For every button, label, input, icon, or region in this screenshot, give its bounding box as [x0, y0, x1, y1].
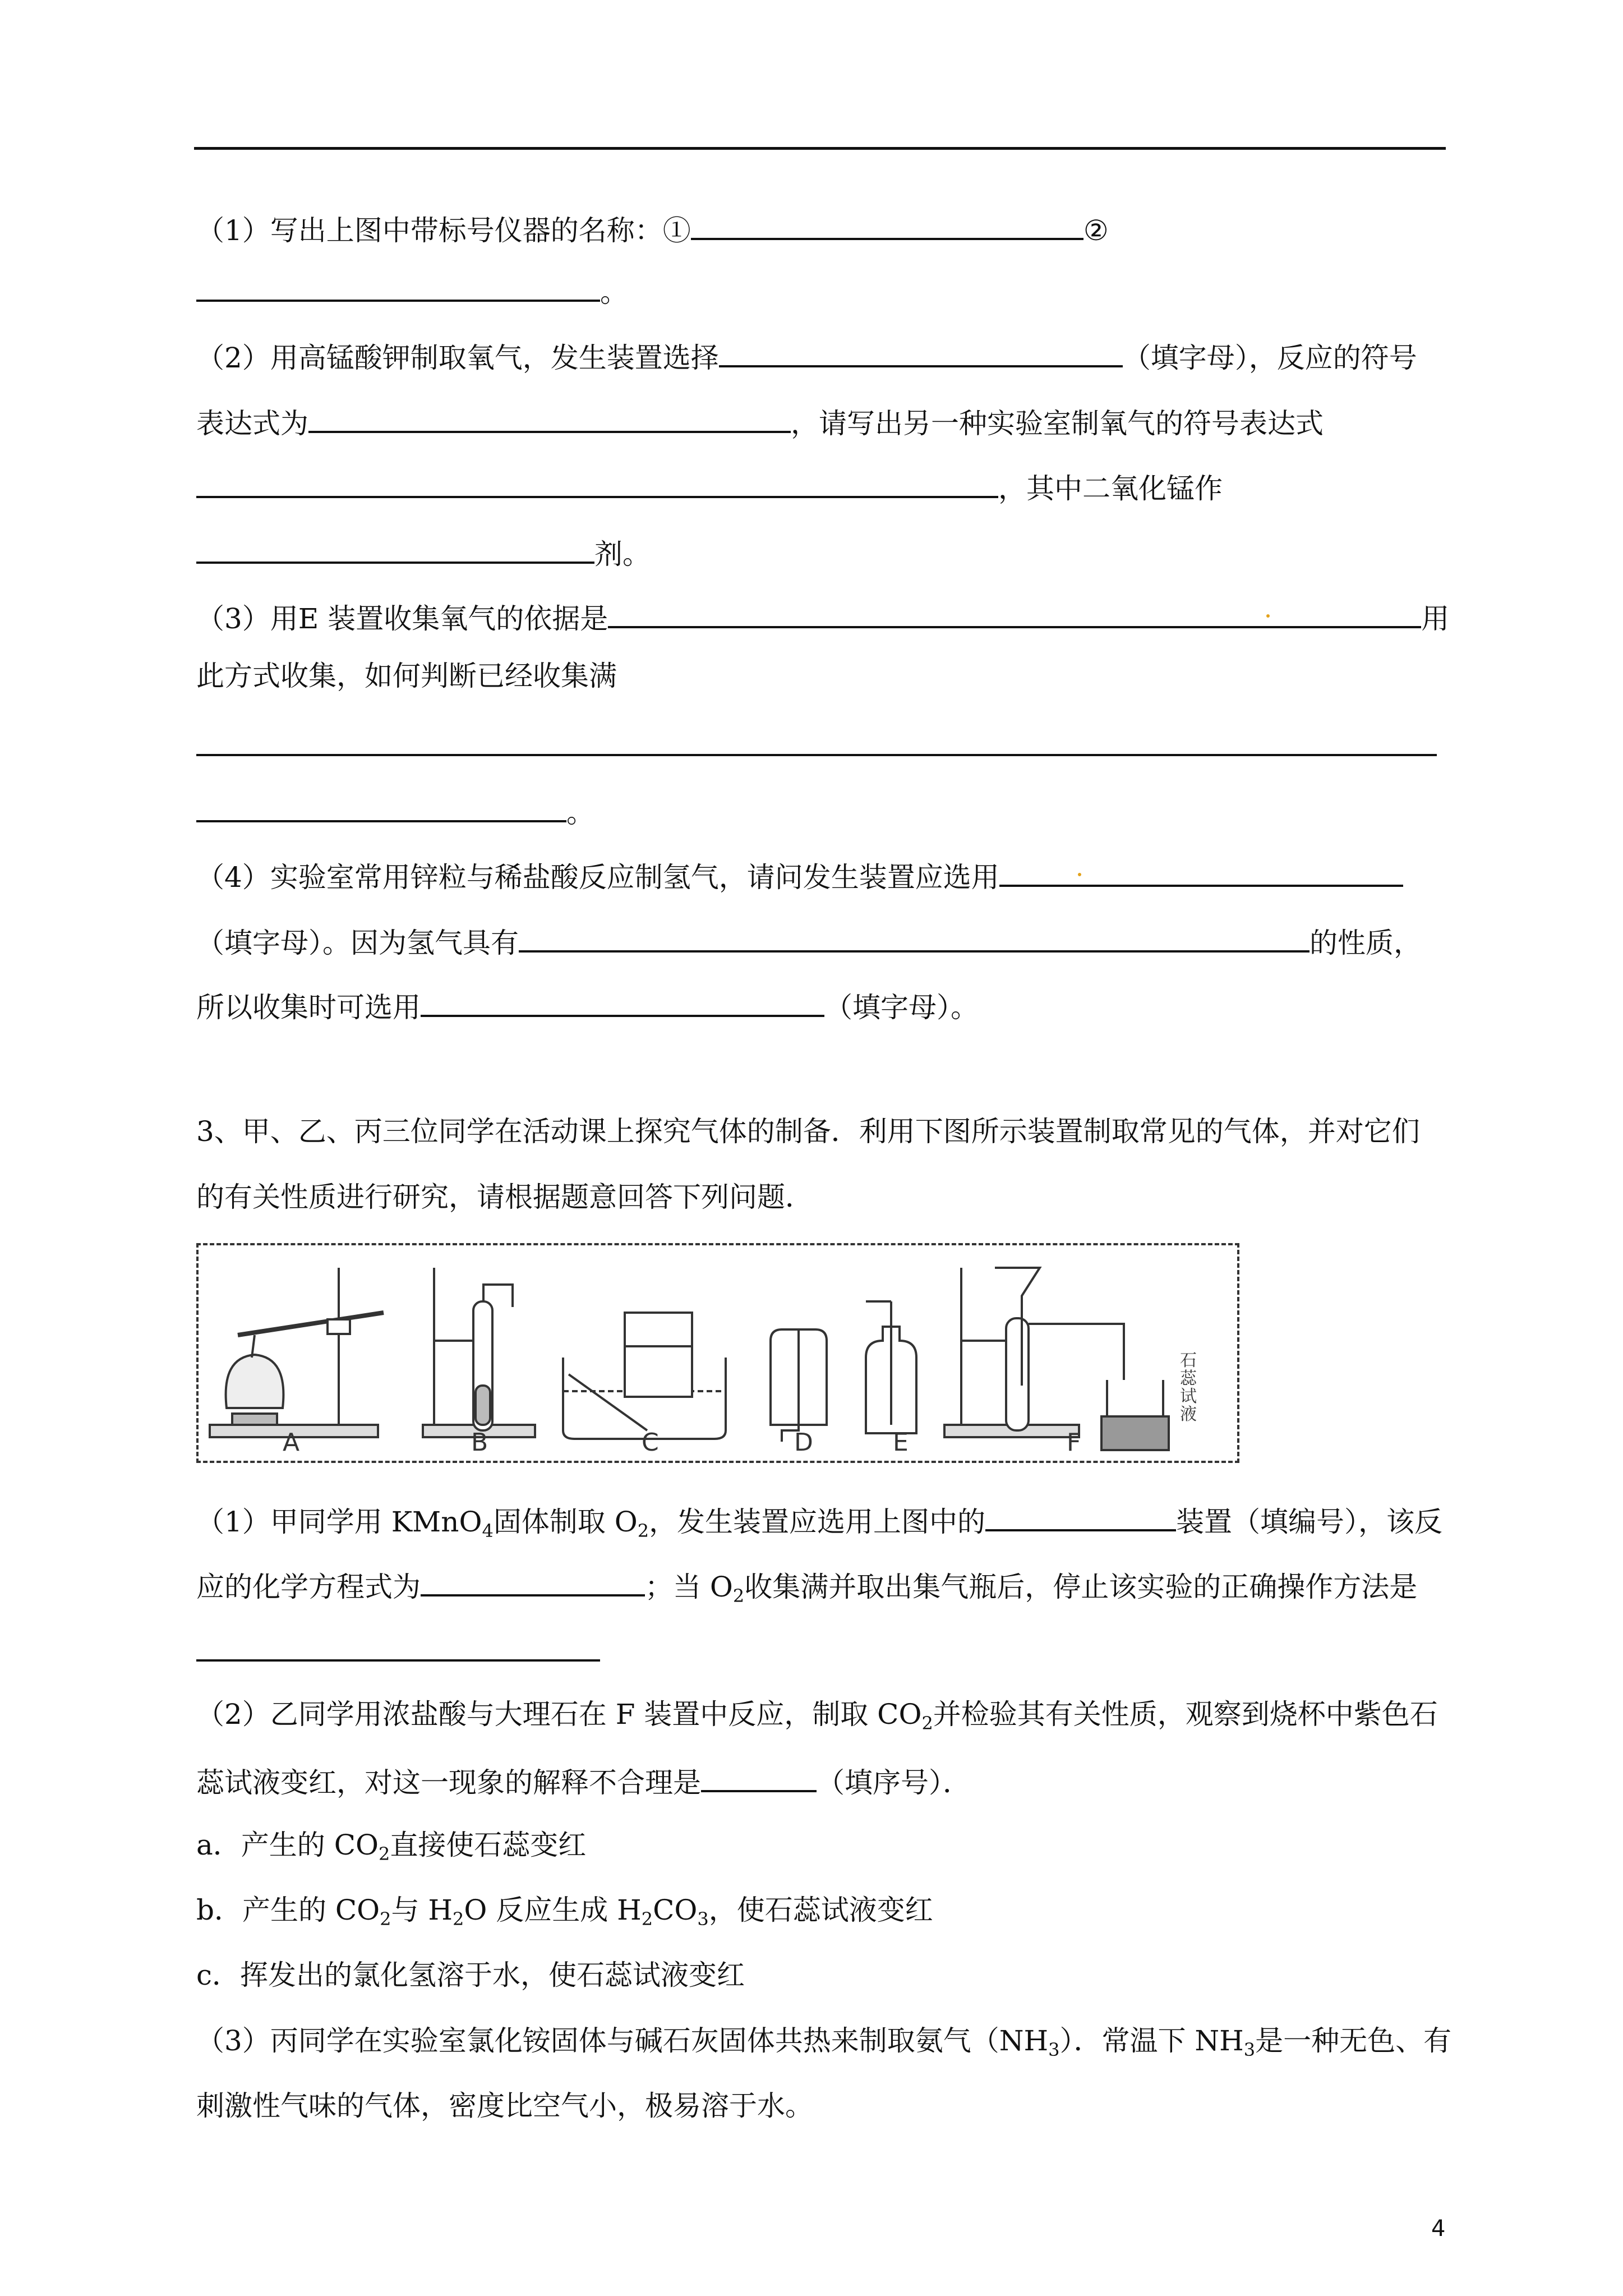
subscript: 2	[732, 1585, 745, 1607]
q3-part1-line3	[196, 1629, 600, 1672]
q3-part3-line1	[196, 2021, 1451, 2060]
apparatus-b	[423, 1268, 535, 1437]
q2-part3-text: （3）用E 装置收集氧气的依据是	[196, 602, 608, 635]
q2-part4-line3	[196, 984, 979, 1027]
punctuation: 。	[600, 276, 628, 309]
q3-part3-text-b: 刺激性气味的气体，密度比空气小，极易溶于水。	[196, 2090, 813, 2122]
q3-intro-text: 3、甲、乙、丙三位同学在活动课上探究气体的制备．利用下图所示装置制取常见的气体，并对它们	[196, 1115, 1420, 1148]
subscript: 4	[482, 1520, 494, 1542]
apparatus-figure	[196, 1243, 1239, 1463]
q3-part2-text-2: 并检验其有关性质，观察到烧杯中紫色石	[933, 1698, 1438, 1731]
stray-mark	[1266, 614, 1270, 618]
q3-option-b	[196, 1890, 933, 1930]
q3-part3-text-3: 是一种无色、有	[1255, 2024, 1452, 2057]
stray-mark	[1078, 873, 1081, 876]
q3-part1-line1	[196, 1499, 1442, 1542]
figure-label-f: F	[1067, 1428, 1081, 1457]
subscript: 2	[380, 1908, 391, 1930]
q2-part4-text-d: 所以收集时可选用	[196, 991, 421, 1024]
answer-blank[interactable]	[308, 401, 791, 433]
q2-part4-text-b: （填字母）。因为氢气具有	[196, 927, 519, 959]
q2-part2-text: （2）用高锰酸钾制取氧气，发生装置选择	[196, 342, 719, 374]
subscript: 2	[453, 1908, 464, 1930]
q3-intro-line2	[196, 1177, 813, 1217]
option-a-text: a．产生的 CO	[196, 1829, 379, 1861]
q2-part2-line4	[196, 531, 651, 574]
q3-part2-line2	[196, 1760, 971, 1802]
answer-blank[interactable]	[196, 269, 600, 302]
answer-blank[interactable]	[196, 790, 566, 822]
option-b-text-5: ，使石蕊试液变红	[708, 1894, 933, 1926]
q3-part1-text-c: 应的化学方程式为	[196, 1571, 421, 1603]
apparatus-e	[866, 1301, 916, 1433]
option-b-text-2: 与 H	[391, 1894, 453, 1926]
subscript: 2	[921, 1713, 933, 1734]
q3-part2-line1	[196, 1695, 1438, 1734]
apparatus-drawing	[199, 1245, 1237, 1461]
header-rule	[194, 147, 1446, 150]
subscript: 3	[697, 1908, 709, 1930]
q3-part3-text-2: ）．常温下 NH	[1059, 2024, 1244, 2057]
answer-blank[interactable]	[421, 1564, 645, 1596]
q2-part4-text: （4）实验室常用锌粒与稀盐酸反应制氢气，请问发生装置应选用	[196, 861, 999, 894]
answer-blank[interactable]	[719, 335, 1123, 367]
q2-part1-text-b: ②	[1083, 214, 1109, 247]
answer-blank[interactable]	[985, 1499, 1176, 1531]
q3-part2-text-c: （填序号）．	[817, 1766, 971, 1799]
q3-part3-line2	[196, 2086, 813, 2125]
q3-part2-text-b: 蕊试液变红，对这一现象的解释不合理是	[196, 1766, 701, 1799]
q3-intro-text-2: 的有关性质进行研究，请根据题意回答下列问题．	[196, 1181, 813, 1213]
q3-option-a	[196, 1825, 586, 1865]
q3-part1-text-2: 固体制取 O	[493, 1506, 638, 1538]
q2-part4-text-c: 的性质，	[1310, 927, 1422, 959]
answer-blank[interactable]	[691, 208, 1083, 240]
figure-label-a: A	[283, 1428, 300, 1457]
answer-blank[interactable]	[196, 724, 1437, 756]
answer-blank[interactable]	[608, 596, 1421, 628]
subscript: 3	[1243, 2039, 1256, 2060]
option-b-text: b．产生的 CO	[196, 1894, 380, 1926]
q3-part1-line2	[196, 1564, 1417, 1607]
q2-part2-text-b: （填字母），反应的符号	[1122, 342, 1417, 374]
q2-part2-text-d: ，请写出另一种实验室制氧气的符号表达式	[791, 407, 1324, 440]
q2-part3-line1	[196, 596, 1449, 638]
subscript: 2	[378, 1843, 390, 1865]
apparatus-a	[210, 1268, 384, 1437]
apparatus-c	[563, 1313, 726, 1439]
q2-part2-line2	[196, 401, 1324, 443]
q3-part1-text-3: ，发生装置应选用上图中的	[649, 1506, 986, 1538]
apparatus-f	[944, 1268, 1169, 1450]
q2-part3-line2	[196, 656, 617, 696]
q3-intro-line1	[196, 1112, 1420, 1151]
q2-part2-text-c: 表达式为	[196, 407, 308, 440]
q2-part1-line2	[196, 269, 628, 312]
q2-part4-text-e: （填字母）。	[824, 991, 979, 1024]
q2-part4-line1	[196, 854, 1403, 897]
figure-label-e: E	[893, 1428, 909, 1457]
subscript: 2	[637, 1520, 649, 1542]
q2-part2-line1	[196, 335, 1417, 378]
figure-label-c: C	[642, 1428, 659, 1457]
q2-part4-line2	[196, 920, 1422, 963]
q3-part1-text-d2: 收集满并取出集气瓶后，停止该实验的正确操作方法是	[744, 1571, 1418, 1603]
q3-part1-text: （1）甲同学用 KMnO	[196, 1506, 482, 1538]
option-a-text-2: 直接使石蕊变红	[390, 1829, 587, 1861]
answer-blank[interactable]	[701, 1760, 817, 1792]
punctuation: 。	[566, 797, 594, 829]
q2-part2-text-f: 剂。	[594, 538, 651, 570]
q3-part1-text-b: 装置（填编号），该反	[1176, 1506, 1443, 1538]
subscript: 2	[641, 1908, 653, 1930]
answer-blank[interactable]	[519, 920, 1310, 953]
answer-blank[interactable]	[421, 984, 824, 1017]
page-number: 4	[1431, 2216, 1446, 2242]
q2-part1-line1	[196, 208, 1109, 250]
q2-part2-text-e: ，其中二氧化锰作	[998, 472, 1223, 505]
subscript: 3	[1048, 2039, 1060, 2060]
answer-blank[interactable]	[196, 466, 998, 498]
apparatus-d	[771, 1329, 827, 1442]
option-b-text-4: CO	[653, 1894, 698, 1926]
answer-blank[interactable]	[196, 531, 594, 564]
q3-part2-text: （2）乙同学用浓盐酸与大理石在 F 装置中反应，制取 CO	[196, 1698, 922, 1731]
q2-part1-text: （1）写出上图中带标号仪器的名称：①	[196, 214, 691, 247]
q3-option-c	[196, 1955, 745, 1995]
answer-blank[interactable]	[999, 854, 1403, 887]
option-b-text-3: O 反应生成 H	[464, 1894, 642, 1926]
q2-part2-line3	[196, 466, 1223, 508]
q2-part3-text-b: 用	[1421, 602, 1450, 635]
answer-blank[interactable]	[196, 1629, 600, 1662]
figure-label-b: B	[471, 1428, 488, 1457]
q3-part3-text: （3）丙同学在实验室氯化铵固体与碱石灰固体共热来制取氨气（NH	[196, 2024, 1049, 2057]
option-c-text: c．挥发出的氯化氢溶于水，使石蕊试液变红	[196, 1959, 745, 1991]
q3-part1-text-d: ；当 O	[645, 1571, 733, 1603]
q2-part3-line4	[196, 790, 594, 832]
q2-part3-line3	[196, 724, 1437, 766]
figure-label-d: D	[794, 1428, 813, 1457]
q2-part3-text-c: 此方式收集，如何判断已经收集满	[196, 660, 617, 692]
litmus-label: 石蕊试液	[1180, 1351, 1197, 1424]
